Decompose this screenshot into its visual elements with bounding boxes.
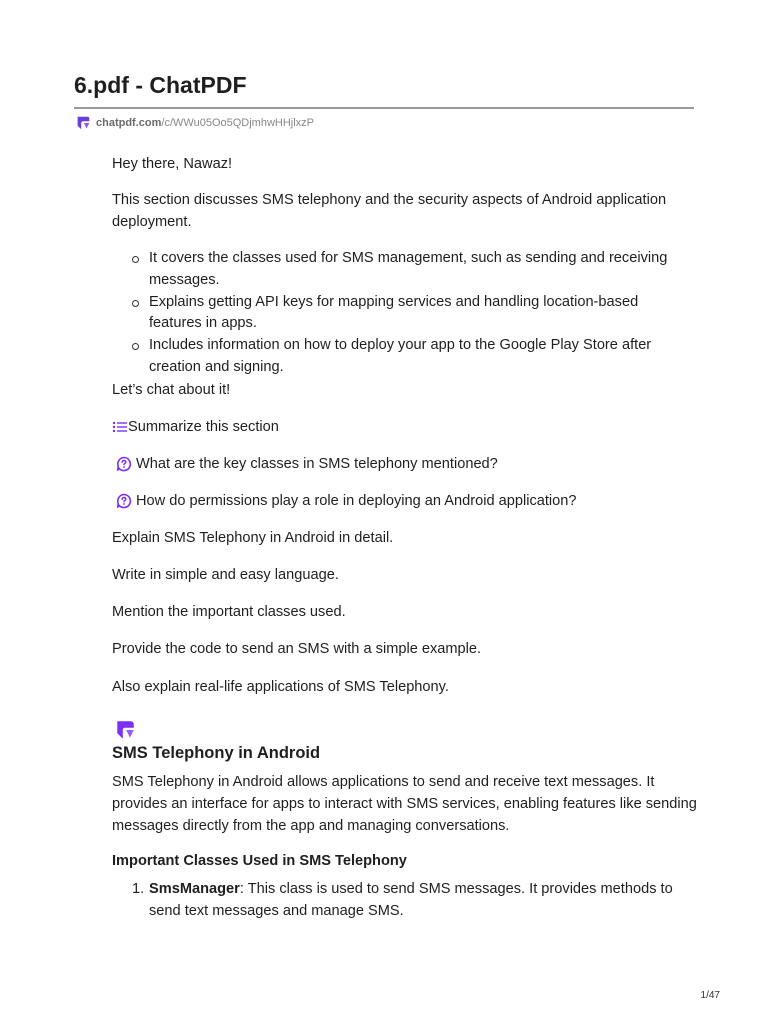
suggested-question-label: How do permissions play a role in deploying an Android application? (136, 493, 577, 509)
page-title: 6.pdf - ChatPDF (74, 72, 247, 98)
user-message: Mention the important classes used. (112, 604, 346, 620)
class-name: SmsManager (149, 881, 240, 897)
user-message: Also explain real-life applications of SMS Telephony. (112, 679, 449, 695)
answer-body: SMS Telephony in Android allows applications to send and receive text messages. It provides an interface for apps to interact with SMS services, enabling features like sending messages directly from the app and managing conversations. (112, 774, 697, 834)
suggested-question-button[interactable] (116, 453, 498, 475)
suggested-question-button[interactable] (116, 490, 577, 512)
list-item (112, 878, 702, 922)
suggested-question-label: What are the key classes in SMS telephony mentioned? (136, 456, 498, 472)
question-bubble-icon (116, 493, 132, 509)
summarize-label: Summarize this section (128, 419, 279, 435)
chatpdf-logo-icon (114, 719, 136, 741)
intro-bullet-list (130, 248, 690, 379)
chat-invite-text: Let’s chat about it! (112, 382, 231, 398)
classes-list (112, 878, 702, 922)
title-divider (74, 107, 694, 109)
intro-summary: This section discusses SMS telephony and the security aspects of Android application deployment. (112, 192, 667, 230)
class-description: : This class is used to send SMS messages. It provides methods to send text messages and manage SMS. (149, 881, 673, 919)
greeting-text: Hey there, Nawaz! (112, 156, 233, 172)
chatpdf-logo-icon (74, 114, 92, 132)
source-link[interactable] (74, 114, 314, 132)
list-number: 1. (132, 881, 145, 897)
source-path: /c/WWu05Oo5QDjmhwHHjlxzP (161, 117, 315, 129)
question-bubble-icon (116, 456, 132, 472)
user-message: Provide the code to send an SMS with a simple example. (112, 641, 482, 657)
answer-heading: SMS Telephony in Android (112, 744, 321, 762)
source-domain: chatpdf.com (96, 117, 162, 129)
list-item: Includes information on how to deploy your app to the Google Play Store after creation and signing. (130, 335, 690, 379)
list-icon (112, 420, 128, 434)
summarize-button[interactable] (112, 416, 279, 438)
user-message: Write in simple and easy language. (112, 567, 339, 583)
page-counter: 1/47 (700, 990, 720, 1001)
list-item: It covers the classes used for SMS management, such as sending and receiving messages. (130, 248, 690, 292)
user-message: Explain SMS Telephony in Android in detail. (112, 530, 394, 546)
list-item: Explains getting API keys for mapping services and handling location-based features in apps. (130, 292, 690, 336)
classes-heading: Important Classes Used in SMS Telephony (112, 853, 407, 869)
